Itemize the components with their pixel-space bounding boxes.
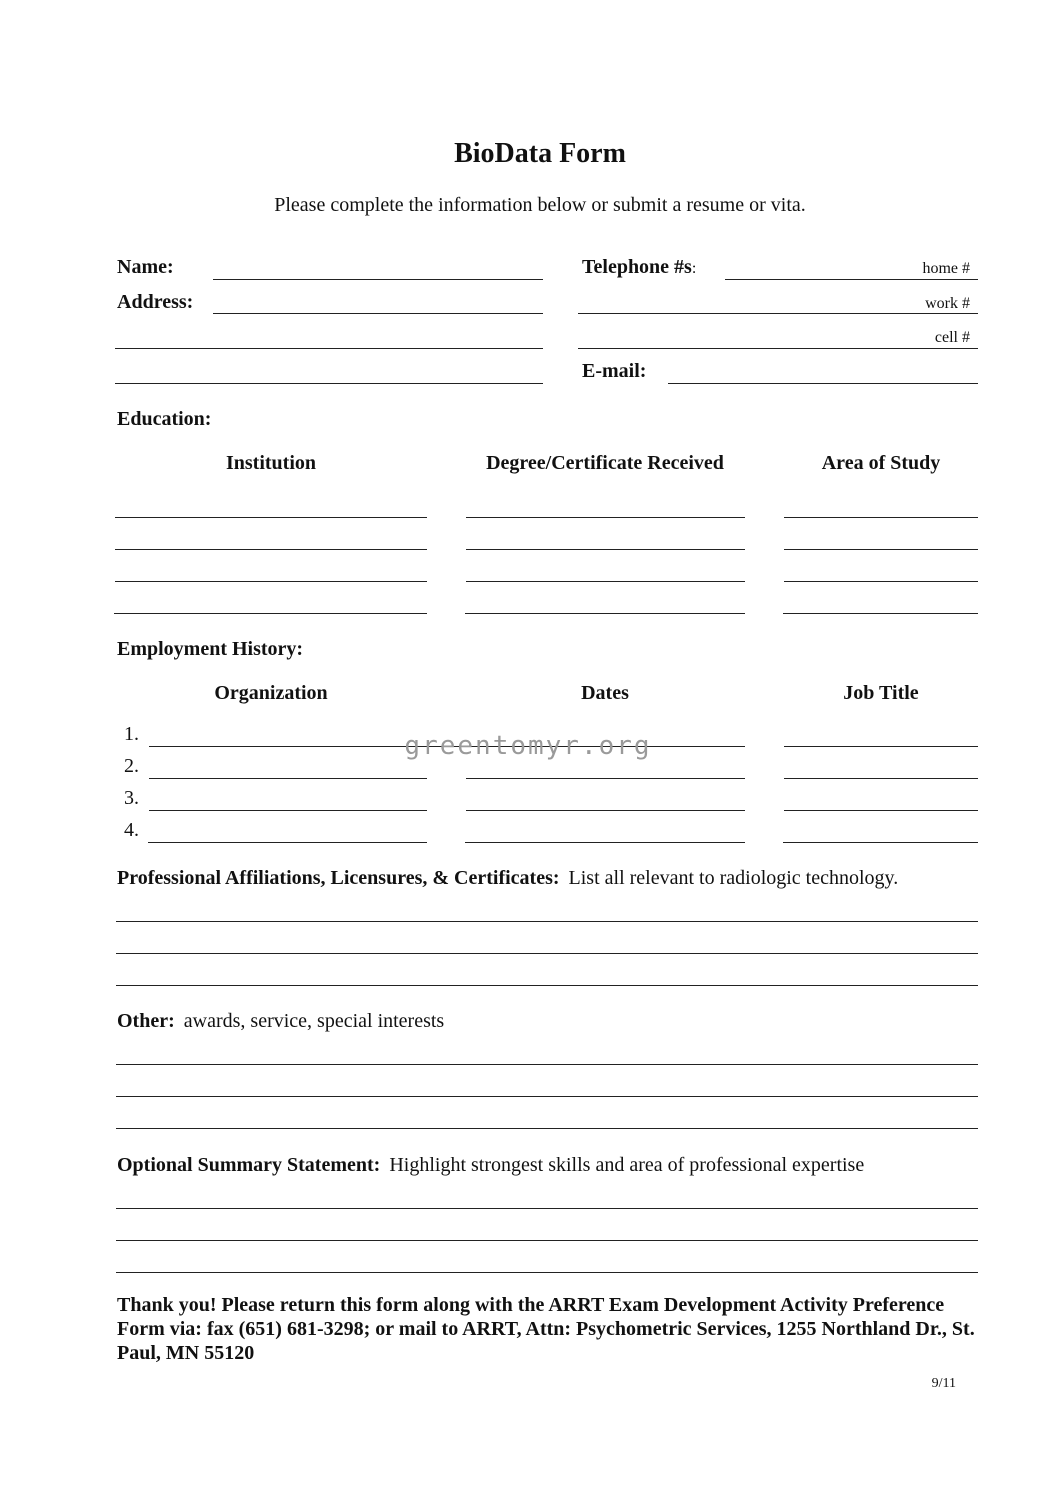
education-col-institution: Institution bbox=[225, 452, 317, 474]
education-degree-field[interactable] bbox=[466, 517, 745, 518]
employment-job-title-field[interactable] bbox=[784, 810, 978, 811]
education-institution-field[interactable] bbox=[115, 517, 427, 518]
other-line[interactable] bbox=[116, 1064, 978, 1065]
employment-row-number: 2. bbox=[124, 755, 139, 777]
education-degree-field[interactable] bbox=[466, 581, 745, 582]
employment-col-job-title: Job Title bbox=[843, 682, 919, 704]
summary-hint: Highlight strongest skills and area of professional expertise bbox=[389, 1154, 865, 1176]
other-prompt bbox=[117, 1010, 444, 1033]
employment-dates-field[interactable] bbox=[466, 810, 745, 811]
cell-phone-tag: cell # bbox=[934, 329, 970, 346]
employment-row-number: 1. bbox=[124, 723, 139, 745]
form-title: BioData Form bbox=[454, 138, 626, 169]
education-degree-field[interactable] bbox=[465, 613, 745, 614]
form-subtitle: Please complete the information below or submit a resume or vita. bbox=[274, 194, 806, 216]
employment-organization-field[interactable] bbox=[148, 842, 427, 843]
education-institution-field[interactable] bbox=[114, 613, 427, 614]
education-area-field[interactable] bbox=[784, 549, 978, 550]
watermark-text: greentomyr.org bbox=[404, 731, 652, 761]
telephone-label bbox=[582, 256, 696, 279]
summary-label: Optional Summary Statement: bbox=[117, 1154, 381, 1176]
footer-instructions: Thank you! Please return this form along with the ARRT Exam Development Activity Preference Form via: fax (651) 681-3298; or mail to ARRT, Attn: Psychometric Services, 1255 Northland Dr., St. Paul, MN 55120 bbox=[117, 1294, 975, 1364]
affiliations-label: Professional Affiliations, Licensures, & Certificates: bbox=[117, 867, 560, 889]
employment-job-title-field[interactable] bbox=[784, 778, 978, 779]
affiliations-line[interactable] bbox=[116, 985, 978, 986]
affiliations-line[interactable] bbox=[116, 921, 978, 922]
employment-dates-field[interactable] bbox=[466, 778, 745, 779]
email-field[interactable] bbox=[668, 383, 978, 384]
summary-line[interactable] bbox=[116, 1272, 978, 1273]
education-col-area: Area of Study bbox=[821, 452, 941, 474]
affiliations-prompt bbox=[117, 867, 898, 890]
employment-row-number: 4. bbox=[124, 819, 139, 841]
name-field[interactable] bbox=[213, 279, 543, 280]
home-phone-field[interactable] bbox=[725, 279, 978, 280]
other-line[interactable] bbox=[116, 1096, 978, 1097]
address-field-3[interactable] bbox=[115, 383, 543, 384]
summary-line[interactable] bbox=[116, 1240, 978, 1241]
revision-date: 9/11 bbox=[931, 1376, 956, 1391]
employment-row-number: 3. bbox=[124, 787, 139, 809]
address-label: Address: bbox=[117, 291, 194, 313]
education-col-degree: Degree/Certificate Received bbox=[486, 452, 724, 474]
education-area-field[interactable] bbox=[783, 613, 978, 614]
other-line[interactable] bbox=[116, 1128, 978, 1129]
name-label: Name: bbox=[117, 256, 174, 278]
employment-heading: Employment History: bbox=[117, 638, 304, 660]
work-phone-tag: work # bbox=[925, 295, 970, 312]
employment-col-dates: Dates bbox=[581, 682, 629, 704]
address-field-1[interactable] bbox=[213, 313, 543, 314]
email-label: E-mail: bbox=[582, 360, 647, 382]
education-area-field[interactable] bbox=[784, 581, 978, 582]
affiliations-hint: List all relevant to radiologic technology. bbox=[568, 867, 899, 889]
affiliations-line[interactable] bbox=[116, 953, 978, 954]
cell-phone-field[interactable] bbox=[578, 348, 978, 349]
employment-organization-field[interactable] bbox=[149, 810, 427, 811]
education-degree-field[interactable] bbox=[466, 549, 745, 550]
employment-col-organization: Organization bbox=[214, 682, 328, 704]
work-phone-field[interactable] bbox=[578, 313, 978, 314]
education-institution-field[interactable] bbox=[115, 549, 427, 550]
education-heading: Education: bbox=[117, 408, 212, 430]
summary-prompt bbox=[117, 1154, 864, 1177]
employment-organization-field[interactable] bbox=[149, 778, 427, 779]
other-label: Other: bbox=[117, 1010, 175, 1032]
employment-dates-field[interactable] bbox=[465, 842, 745, 843]
address-field-2[interactable] bbox=[115, 348, 543, 349]
education-area-field[interactable] bbox=[784, 517, 978, 518]
telephone-label-text: Telephone #s bbox=[582, 256, 692, 278]
home-phone-tag: home # bbox=[922, 260, 970, 277]
employment-job-title-field[interactable] bbox=[783, 842, 978, 843]
telephone-colon: : bbox=[691, 260, 697, 277]
education-institution-field[interactable] bbox=[115, 581, 427, 582]
other-hint: awards, service, special interests bbox=[183, 1010, 445, 1032]
summary-line[interactable] bbox=[116, 1208, 978, 1209]
